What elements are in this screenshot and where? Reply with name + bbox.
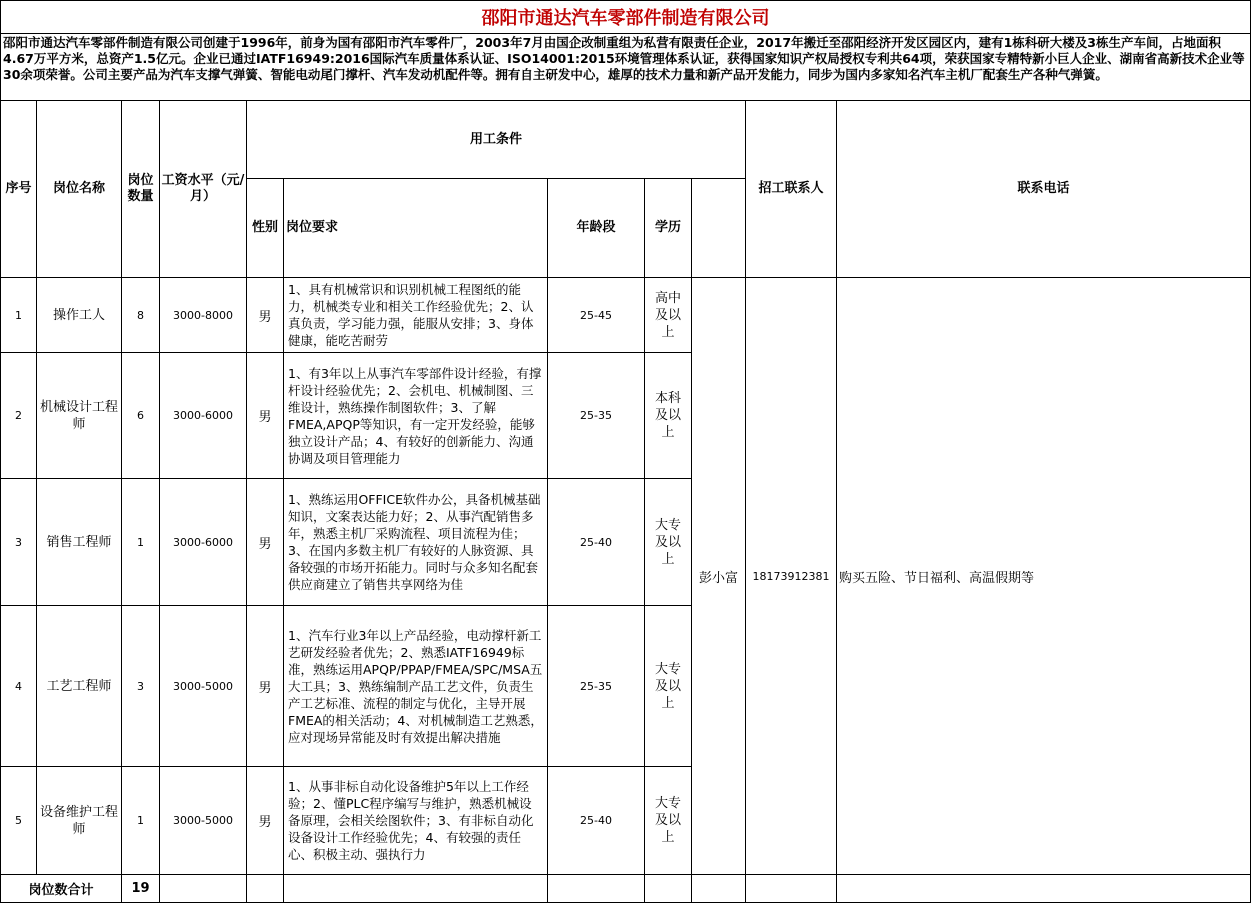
- row-position: 销售工程师: [37, 479, 122, 606]
- row-education: 大专及以上: [645, 606, 692, 767]
- row-count: 8: [122, 278, 160, 353]
- table-row: [1, 278, 1251, 353]
- row-age: 25-45: [548, 278, 645, 353]
- row-sex: 男: [247, 278, 284, 353]
- header-contact: 招工联系人: [746, 101, 837, 278]
- total-row: [1, 875, 1251, 903]
- total-value: 19: [122, 875, 160, 903]
- header-age: 年龄段: [548, 179, 645, 278]
- row-seq: 2: [1, 353, 37, 479]
- header-education: 学历: [645, 179, 692, 278]
- row-position: 设备维护工程师: [37, 767, 122, 875]
- row-education: 高中及以上: [645, 278, 692, 353]
- row-sex: 男: [247, 606, 284, 767]
- row-education: 本科及以上: [645, 353, 692, 479]
- benefits-notes: 购买五险、节日福利、高温假期等: [837, 278, 1251, 875]
- empty-cell: [247, 875, 284, 903]
- row-sex: 男: [247, 479, 284, 606]
- row-requirements: 1、熟练运用OFFICE软件办公，具备机械基础知识，文案表达能力好；2、从事汽配销售多年，熟悉主机厂采购流程、项目流程为佳；3、在国内多数主机厂有较好的人脉资源、具备较强的市场开拓能力。同时与众多知名配套供应商建立了销售共享网络为佳: [284, 479, 548, 606]
- row-count: 6: [122, 353, 160, 479]
- row-requirements: 1、有3年以上从事汽车零部件设计经验，有撑杆设计经验优先；2、会机电、机械制图、三维设计，熟练操作制图软件；3、了解FMEA,APQP等知识，有一定开发经验，能够独立设计产品；4、有较好的创新能力、沟通协调及项目管理能力: [284, 353, 548, 479]
- row-seq: 3: [1, 479, 37, 606]
- empty-cell: [160, 875, 247, 903]
- row-salary: 3000-6000: [160, 479, 247, 606]
- header-position: 岗位名称: [37, 101, 122, 278]
- row-requirements: 1、汽车行业3年以上产品经验，电动撑杆新工艺研发经验者优先；2、熟悉IATF16949标准，熟练运用APQP/PPAP/FMEA/SPC/MSA五大工具；3、熟练编制产品工艺文件，负责生产工艺标准、流程的制定与优化，主导开展FMEA的相关活动；4、对机械制造工艺熟悉，应对现场异常能及时有效提出解决措施: [284, 606, 548, 767]
- empty-cell: [837, 875, 1251, 903]
- company-intro: 邵阳市通达汽车零部件制造有限公司创建于1996年，前身为国有邵阳市汽车零件厂，2003年7月由国企改制重组为私营有限责任企业，2017年搬迁至邵阳经济开发区园区内，建有1栋科研大楼及3栋生产车间，占地面积4.67万平方米，总资产1.5亿元。企业已通过IATF16949:2016国际汽车质量体系认证、ISO14001:2015环境管理体系认证，获得国家知识产权局授权专利共64项，荣获国家专精特新小巨人企业、湖南省高新技术企业等30余项荣誉。公司主要产品为汽车支撑气弹簧、智能电动尾门撑杆、汽车发动机配件等。拥有自主研发中心，雄厚的技术力量和新产品开发能力，同步为国内多家知名汽车主机厂配套生产各种气弹簧。: [1, 34, 1251, 101]
- empty-cell: [645, 875, 692, 903]
- empty-cell: [692, 875, 746, 903]
- row-seq: 1: [1, 278, 37, 353]
- row-age: 25-35: [548, 353, 645, 479]
- row-position: 工艺工程师: [37, 606, 122, 767]
- contact-phone: 18173912381: [746, 278, 837, 875]
- empty-cell: [746, 875, 837, 903]
- row-count: 1: [122, 767, 160, 875]
- header-requirements: 岗位要求: [284, 179, 548, 278]
- company-title: 邵阳市通达汽车零部件制造有限公司: [1, 1, 1251, 34]
- header-phone: 联系电话: [837, 101, 1251, 278]
- row-salary: 3000-5000: [160, 606, 247, 767]
- row-salary: 3000-5000: [160, 767, 247, 875]
- row-age: 25-35: [548, 606, 645, 767]
- row-education: 大专及以上: [645, 767, 692, 875]
- header-salary: 工资水平（元/月）: [160, 101, 247, 278]
- row-salary: 3000-6000: [160, 353, 247, 479]
- header-seq: 序号: [1, 101, 37, 278]
- row-seq: 5: [1, 767, 37, 875]
- total-label: 岗位数合计: [1, 875, 122, 903]
- empty-cell: [548, 875, 645, 903]
- header-count: 岗位数量: [122, 101, 160, 278]
- header-sex: 性别: [247, 179, 284, 278]
- empty-cell: [284, 875, 548, 903]
- row-sex: 男: [247, 353, 284, 479]
- row-age: 25-40: [548, 479, 645, 606]
- row-sex: 男: [247, 767, 284, 875]
- row-position: 操作工人: [37, 278, 122, 353]
- row-requirements: 1、从事非标自动化设备维护5年以上工作经验；2、懂PLC程序编写与维护，熟悉机械设备原理，会相关绘图软件；3、有非标自动化设备设计工作经验优先；4、有较强的责任心、积极主动、强执行力: [284, 767, 548, 875]
- header-conditions: 用工条件: [247, 101, 746, 179]
- row-salary: 3000-8000: [160, 278, 247, 353]
- row-count: 3: [122, 606, 160, 767]
- row-education: 大专及以上: [645, 479, 692, 606]
- row-seq: 4: [1, 606, 37, 767]
- row-position: 机械设计工程师: [37, 353, 122, 479]
- row-requirements: 1、具有机械常识和识别机械工程图纸的能力，机械类专业和相关工作经验优先；2、认真负责，学习能力强，能服从安排；3、身体健康，能吃苦耐劳: [284, 278, 548, 353]
- row-age: 25-40: [548, 767, 645, 875]
- row-count: 1: [122, 479, 160, 606]
- contact-person: 彭小富: [692, 278, 746, 875]
